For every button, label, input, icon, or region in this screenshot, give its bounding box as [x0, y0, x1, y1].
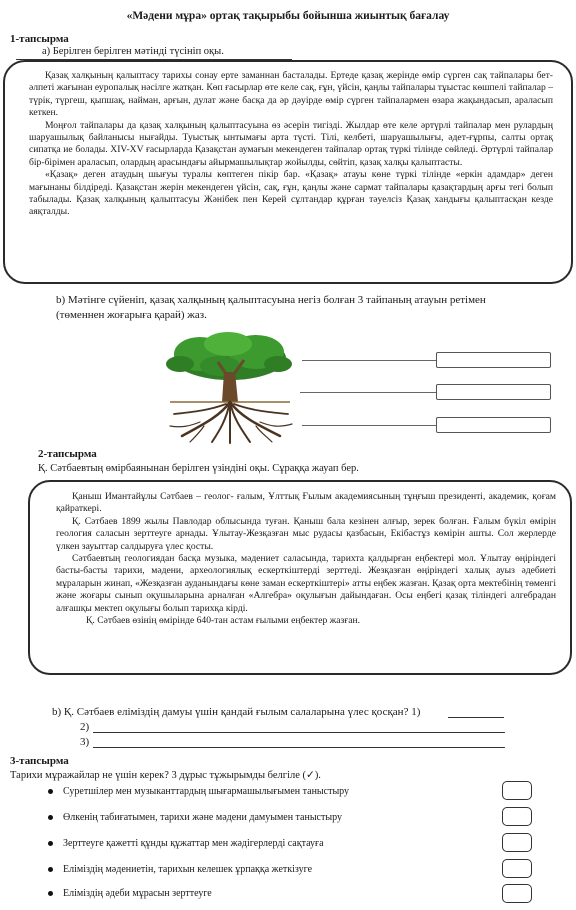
task2-text-box [28, 480, 572, 675]
connector-line [300, 392, 436, 393]
option-checkbox-1[interactable] [502, 781, 532, 800]
tree-roots [170, 402, 292, 443]
option-item [48, 786, 349, 797]
answer-line-3[interactable] [93, 747, 505, 748]
option-label: Еліміздің әдеби мұрасын зерттеуге [63, 888, 212, 899]
task1-text-box [3, 60, 573, 284]
option-checkbox-4[interactable] [502, 859, 532, 878]
task1-paragraph: Моңғол тайпалары да қазақ халқының қалыптасуына өз әсерін тигізді. Жылдар өте келе әртүрлі тайпалар мен рулардың шаруашылық байланысы нығайды. Туыстық ынтымағы арта түсті. Тілі, келбеті, шаруашылығы, әдет-ғұрпы, салты ортақ сипатқа ие болады. XIV-XV ғасырларда Қазақстан аумағын мекендеген тайпалар ортақ түркі тілінде сөйледі. Әртүрлі тайпалар бір-бірімен араласып, олардың арасындағы айырмашылықтар жойылды, сөйтіп, қазақ халқы қалыптасты. [29, 119, 553, 168]
tree-illustration [160, 332, 300, 444]
answer-line-1[interactable] [448, 717, 504, 718]
task2-header: 2-тапсырма [38, 448, 97, 460]
option-item [48, 812, 342, 823]
connector-line [302, 360, 436, 361]
task2-paragraph: Қ. Сәтбаев 1899 жылы Павлодар облысында туған. Қаныш бала кезінен алғыр, зерек болған. Ғалым бүкіл өмірін геология саласын зерттеуге арнады. Ұлытау-Жезқазған мыс рудасы қазбасын, Екібастұз көмірін ашты. Сол жерлерде үлкен зауыттар салдыруға үлес қосты. [56, 515, 556, 552]
task1-header: 1-тапсырма [10, 33, 69, 45]
bullet-icon [48, 789, 53, 794]
connector-line [302, 425, 436, 426]
answer-label-2: 2) [80, 721, 90, 733]
option-item [48, 888, 212, 899]
task2-paragraph: Қ. Сәтбаев өзінің өмірінде 640-тан астам ғылыми еңбектер жазған. [86, 615, 361, 627]
answer-label-3: 3) [80, 736, 90, 748]
task2-b-question: b) Қ. Сәтбаев еліміздің дамуы үшін қандай ғылым салаларына үлес қосқан? 1) [52, 706, 421, 718]
bullet-icon [48, 841, 53, 846]
option-checkbox-3[interactable] [502, 833, 532, 852]
task2-paragraph: Сәтбаевтың геологиядан басқа музыка, мәдениет саласында, тарихта қалдырған еңбектері мол. Ұлытау өңіріндегі басты-басты тарихи, мәдени, археологиялық ескерткіштерді зерттеді. Жезқазған өңіріндегі халық ауыз әдебиеті мұраларын жинап, «Жезқазған ауданындағы көне заман ескерткіштері» атты еңбек жазған. Қазақ орта мектебінің төменгі және жоғары сынып оқушыларына арналған «Алгебра» оқулығын дайындаған. Осы еңбегі қазақ тіліндегі алгебрадан алғашқы мектеп оқулығы болып тарихқа кірді. [56, 553, 556, 614]
page-title: «Мәдени мұра» ортақ тақырыбы бойынша жиынтық бағалау [126, 10, 450, 22]
option-label: Суретшілер мен музыканттардың шығармашылығымен таныстыру [63, 786, 350, 797]
option-checkbox-2[interactable] [502, 807, 532, 826]
task1-b-question: b) Мәтінге сүйеніп, қазақ халқының қалыптасуына негіз болған 3 тайпаның атауын ретімен (төменнен жоғарыға қарай) жаз. [56, 294, 486, 321]
task1-paragraph: «Қазақ» деген атаудың шығуы туралы көптеген пікір бар. «Қазақ» атауы көне түркі тілінде «еркін адамдар» деген мағынаны білдіреді. Қазақстан жерін мекендеген үйсін, сақ, ғұн, қаңлы және сармат тайпалары қазақтардың арғы тегі болып табылады. Қазақ халқының қалыптасуы Жәнібек пен Керей сұлтандар құрған тәуелсіз Қазақ хандығы қалыптасқан кезде аяқталды. [29, 169, 553, 218]
tribe-answer-box-2[interactable] [436, 384, 551, 400]
option-item [48, 838, 324, 849]
task1-paragraph: Қазақ халқының қалыптасу тарихы сонау ерте заманнан басталады. Ертеде қазақ жерінде өмір сүрген сақ тайпалары бет-әлпеті жағынан еуропалық нәсілге жатқан. Көп ғасырлар өте келе сақ, ғұн, үйсін, қаңлы тайпалары тұыстас көшпелі тайпалар – түрік, түргеш, қыпшақ, найман, арғын, дулат және басқа да әр дәуірде өмір сүрген тайпалармен өзара жақындасып, араласып кеткен. [29, 70, 553, 119]
option-label: Зерттеуге қажетті құнды құжаттар мен жәдігерлерді сақтауға [63, 838, 324, 849]
tribe-answer-box-3[interactable] [436, 417, 551, 433]
bullet-icon [48, 891, 53, 896]
task2-instruction: Қ. Сәтбаевтың өмірбаянынан берілген үзіндіні оқы. Сұраққа жауап бер. [38, 463, 359, 474]
task2-paragraph: Қаныш Имантайұлы Сәтбаев – геолог- ғалым, Ұлттық Ғылым академиясының тұңғыш президенті, академик, қоғам қайраткері. [56, 491, 556, 515]
task1-a-instruction: а) Берілген берілген мәтінді түсініп оқы. [42, 46, 224, 57]
option-label: Еліміздің мәдениетін, тарихын келешек ұрпаққа жеткізуге [63, 864, 313, 875]
task3-header: 3-тапсырма [10, 755, 69, 767]
option-label: Өлкенің табиғатымен, тарихи және мәдени дамуымен таныстыру [63, 812, 342, 823]
bullet-icon [48, 815, 53, 820]
task3-instruction: Тарихи мұражайлар не үшін керек? 3 дұрыс тұжырымды белгіле (✓). [10, 770, 321, 781]
tribe-answer-box-1[interactable] [436, 352, 551, 368]
bullet-icon [48, 867, 53, 872]
option-checkbox-5[interactable] [502, 884, 532, 903]
answer-line-2[interactable] [93, 732, 505, 733]
option-item [48, 864, 312, 875]
